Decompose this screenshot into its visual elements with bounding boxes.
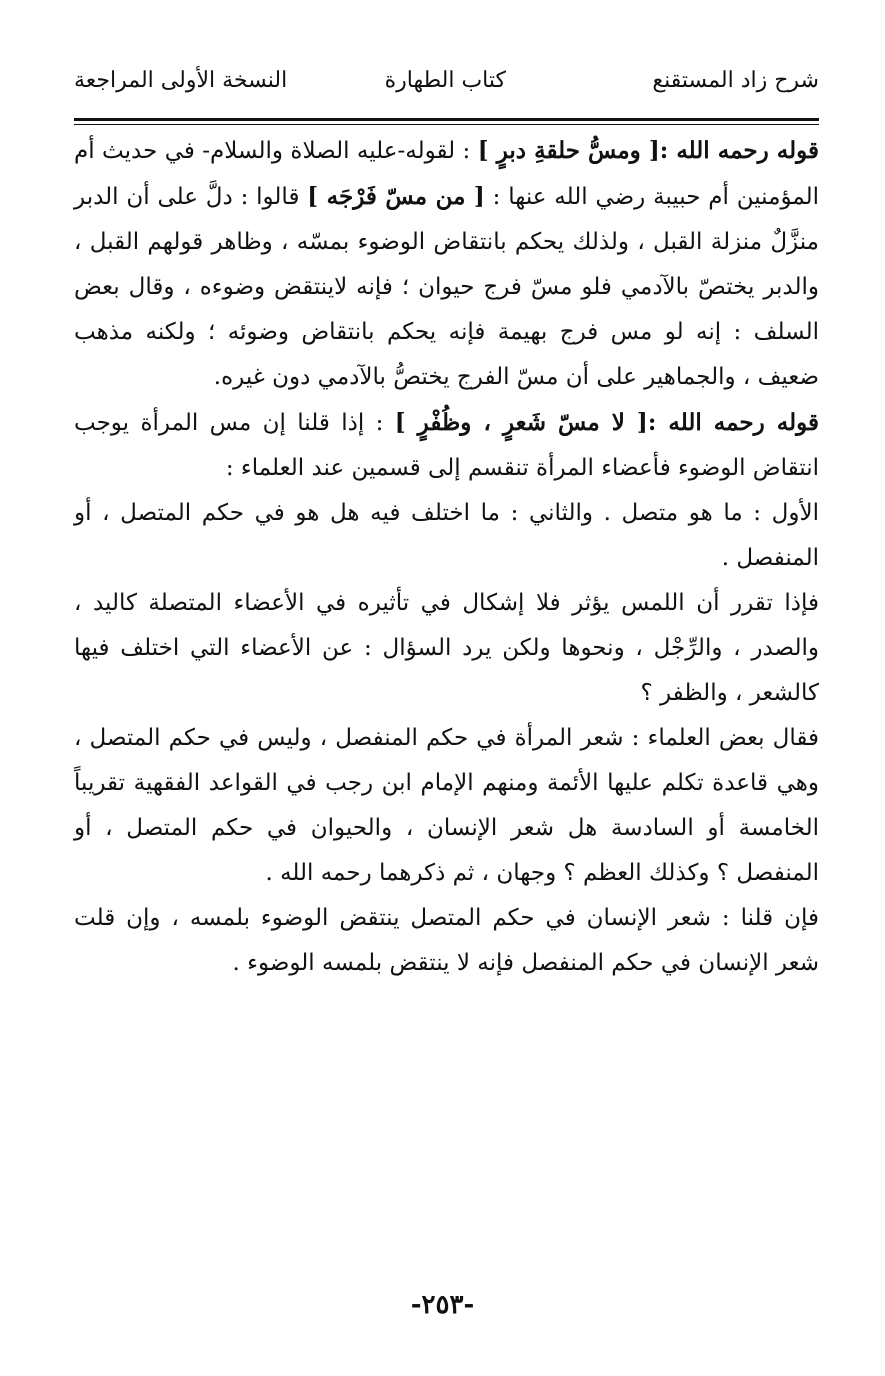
header-rule xyxy=(74,118,819,125)
page-body xyxy=(74,128,819,986)
paragraph-2 xyxy=(74,400,819,491)
paragraph-text: قالوا : دلَّ على أن الدبر منزَّلٌ منزلة القبل ، ولذلك يحكم بانتقاض الوضوء بمسّه ، وظاهر قولهم القبل ، والدبر يختصّ بالآدمي فلو مسّ فرج حيوان ؛ فإنه لاينتقض وضوءه ، وقال بعض السلف : إنه لو مس فرج بهيمة فإنه يحكم بانتقاض وضوئه ؛ ولكنه مذهب ضعيف ، والجماهير على أن مسّ الفرج يختصُّ بالآدمي دون غيره. xyxy=(74,184,819,390)
chapter-title: كتاب الطهارة xyxy=(384,68,506,93)
paragraph-lead: قوله رحمه الله : xyxy=(647,409,820,436)
matn-quote: [ ومسُّ حلقةِ دبرٍ ] xyxy=(477,137,660,164)
paragraph-text: : لقوله-عليه الصلاة والسلام- في حديث أم المؤمنين أم حبيبة رضي الله عنها : xyxy=(74,138,820,210)
page-header xyxy=(74,60,819,110)
hadith-quote: [ من مسّ فَرْجَه ] xyxy=(307,183,485,210)
paragraph-4: فإذا تقرر أن اللمس يؤثر فلا إشكال في تأثيره في الأعضاء المتصلة كاليد ، والصدر ، والرِّجْل ، ونحوها ولكن يرد السؤال : عن الأعضاء التي اختلف فيها كالشعر ، والظفر ؟ xyxy=(74,590,819,706)
page-number: -٢٥٣- xyxy=(410,1290,475,1320)
edition-label: النسخة الأولى المراجعة xyxy=(74,68,288,93)
paragraph-5: فقال بعض العلماء : شعر المرأة في حكم المنفصل ، وليس في حكم المتصل ، وهي قاعدة تكلم عليها الأئمة ومنهم الإمام ابن رجب في القواعد الفقهية تقريباً الخامسة أو السادسة هل شعر الإنسان ، والحيوان في حكم المتصل ، أو المنفصل ؟ وكذلك العظم ؟ وجهان ، ثم ذكرهما رحمه الله . xyxy=(74,725,819,886)
paragraph-1 xyxy=(74,128,819,400)
paragraph-text: : إذا قلنا إن مس المرأة يوجب انتقاض الوضوء فأعضاء المرأة تنقسم إلى قسمين عند العلماء : xyxy=(74,410,819,481)
paragraph-6: فإن قلنا : شعر الإنسان في حكم المتصل ينتقض الوضوء بلمسه ، وإن قلت شعر الإنسان في حكم المنفصل فإنه لا ينتقض بلمسه الوضوء . xyxy=(74,905,819,976)
matn-quote: [ لا مسّ شَعرٍ ، وظُفْرٍ ] xyxy=(394,409,648,436)
paragraph-3: الأول : ما هو متصل . والثاني : ما اختلف فيه هل هو في حكم المتصل ، أو المنفصل . xyxy=(74,500,819,571)
book-title: شرح زاد المستقنع xyxy=(652,68,819,93)
paragraph-lead: قوله رحمه الله : xyxy=(659,137,820,164)
